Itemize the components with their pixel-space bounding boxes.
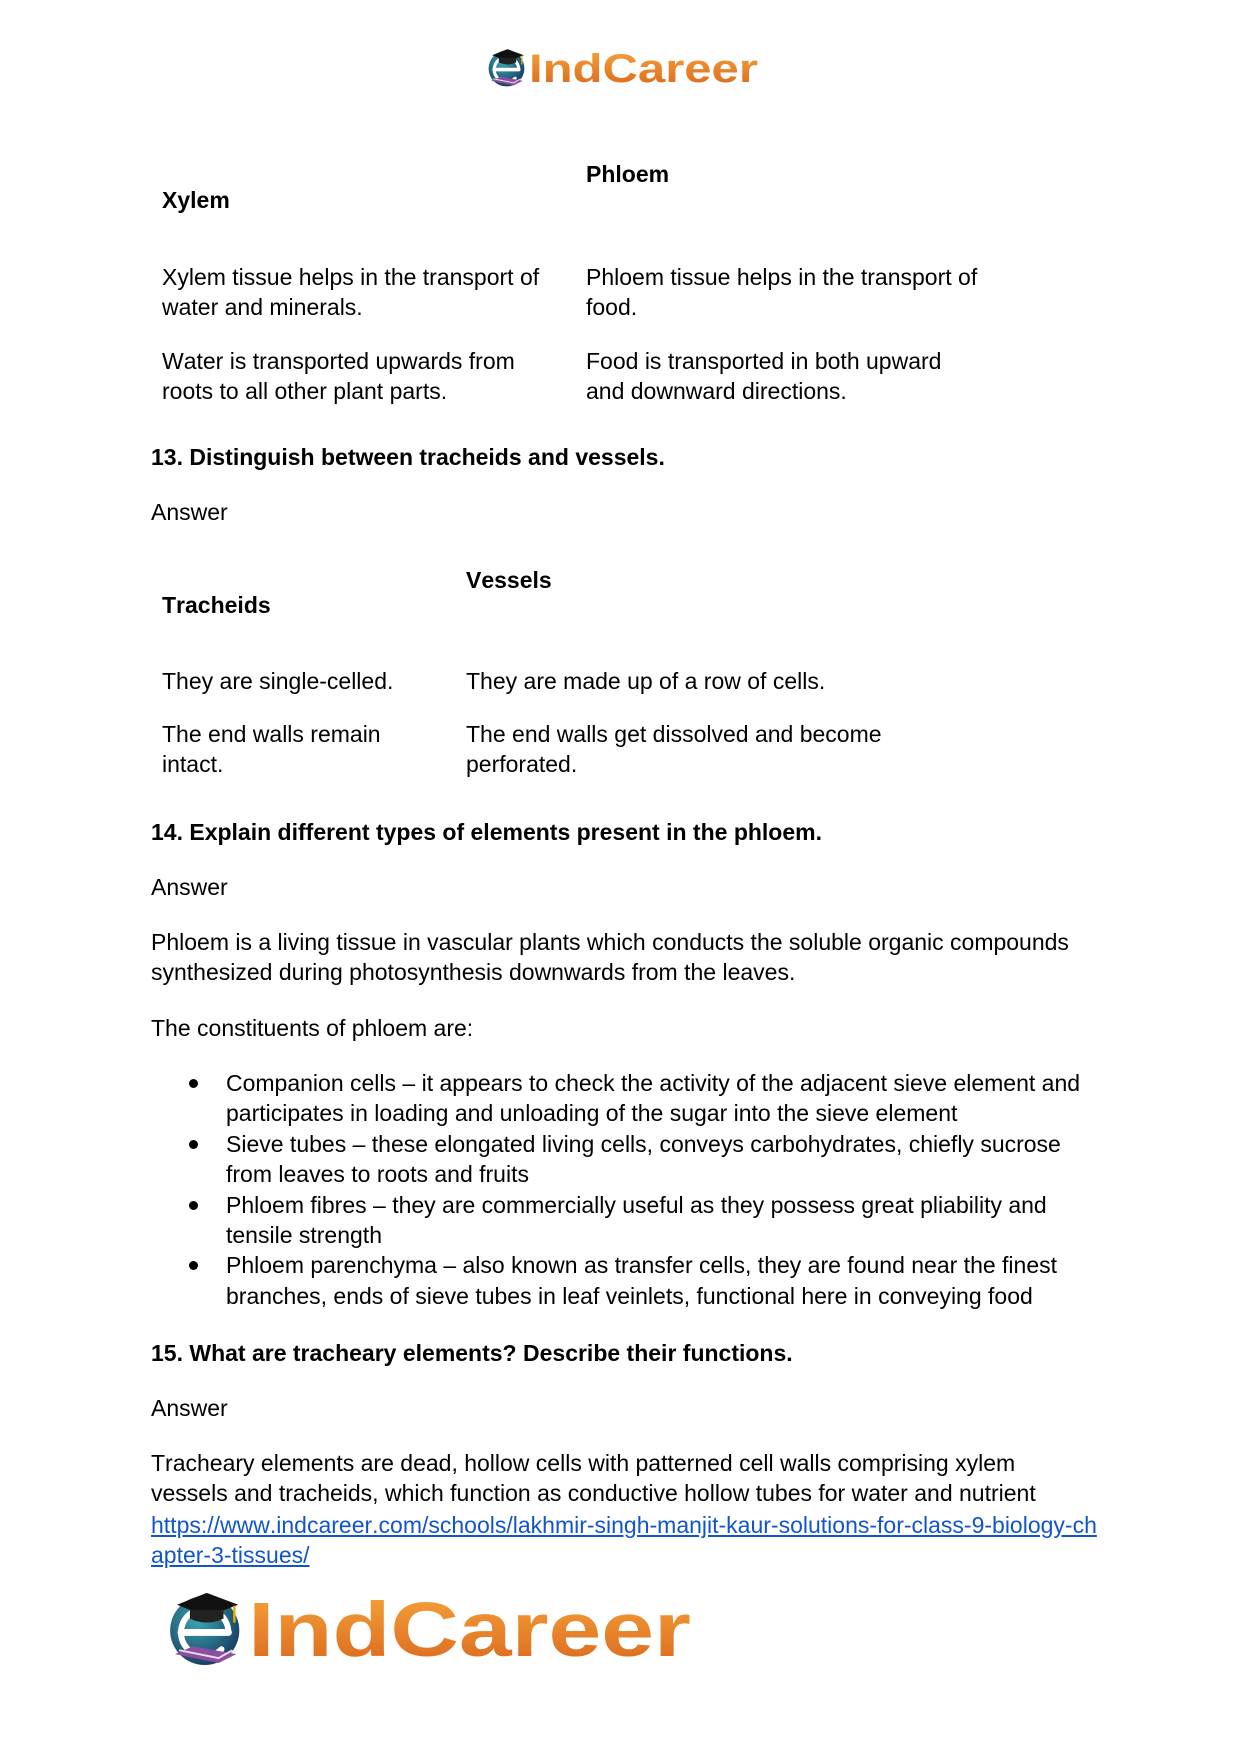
list-item-text: Phloem fibres – they are commercially useful as they possess great pliability and tensile strength — [226, 1191, 1047, 1249]
logo-text: IndCareer — [248, 1587, 691, 1674]
indcareer-logo-top — [485, 45, 761, 91]
logo-text: IndCareer — [528, 46, 758, 91]
list-item-text: Sieve tubes – these elongated living cells, conveys carbohydrates, chiefly sucrose from leaves to roots and fruits — [226, 1130, 1061, 1188]
question-heading: 13. Distinguish between tracheids and vessels. — [151, 444, 665, 470]
list-item — [189, 1068, 1092, 1129]
answer-paragraph: Phloem is a living tissue in vascular plants which conducts the soluble organic compounds synthesized during photosynthesis downwards from the leaves. — [151, 929, 1069, 986]
phloem-constituents-list — [189, 1068, 1092, 1311]
bullet-icon — [189, 1079, 198, 1088]
table-header-xylem: Xylem — [162, 187, 230, 213]
list-item — [189, 1190, 1092, 1251]
answer-label: Answer — [151, 1395, 228, 1421]
footer-source-link[interactable]: https://www.indcareer.com/schools/lakhmir-singh-manjit-kaur-solutions-for-class-9-biology-chapter-3-tissues/ — [151, 1512, 1097, 1569]
question-heading: 15. What are tracheary elements? Describe their functions. — [151, 1340, 793, 1366]
indcareer-logo-bottom — [163, 1585, 697, 1674]
question-heading: 14. Explain different types of elements present in the phloem. — [151, 819, 822, 845]
table-header-phloem: Phloem — [586, 161, 670, 187]
answer-label: Answer — [151, 499, 228, 525]
table-cell: Xylem tissue helps in the transport of water and minerals. — [162, 264, 540, 321]
table-cell: Food is transported in both upward and downward directions. — [586, 348, 942, 405]
bullet-icon — [189, 1140, 198, 1149]
graduation-globe-icon — [170, 1593, 239, 1665]
table-header-tracheids: Tracheids — [162, 592, 271, 618]
list-intro: The constituents of phloem are: — [151, 1015, 474, 1041]
answer-paragraph: Tracheary elements are dead, hollow cells with patterned cell walls comprising xylem vessels and tracheids, which function as conductive hollow tubes for water and nutrient — [151, 1450, 1036, 1507]
bullet-icon — [189, 1201, 198, 1210]
table-cell: Water is transported upwards from roots to all other plant parts. — [162, 348, 515, 405]
graduation-globe-icon — [489, 49, 525, 86]
list-item-text: Phloem parenchyma – also known as transfer cells, they are found near the finest branches, ends of sieve tubes in leaf veinlets, functional here in conveying food — [226, 1252, 1058, 1309]
answer-label: Answer — [151, 874, 228, 900]
table-cell: They are single-celled. — [162, 668, 394, 694]
table-cell: The end walls remain intact. — [162, 721, 381, 778]
list-item — [189, 1129, 1092, 1190]
table-cell: They are made up of a row of cells. — [466, 668, 826, 694]
table-cell: The end walls get dissolved and become perforated. — [466, 721, 882, 778]
table-cell: Phloem tissue helps in the transport of food. — [586, 264, 978, 321]
bullet-icon — [189, 1261, 198, 1270]
table-header-vessels: Vessels — [466, 567, 552, 593]
list-item-text: Companion cells – it appears to check the activity of the adjacent sieve element and participates in loading and unloading of the sugar into the sieve element — [226, 1070, 1081, 1127]
list-item — [189, 1250, 1092, 1311]
